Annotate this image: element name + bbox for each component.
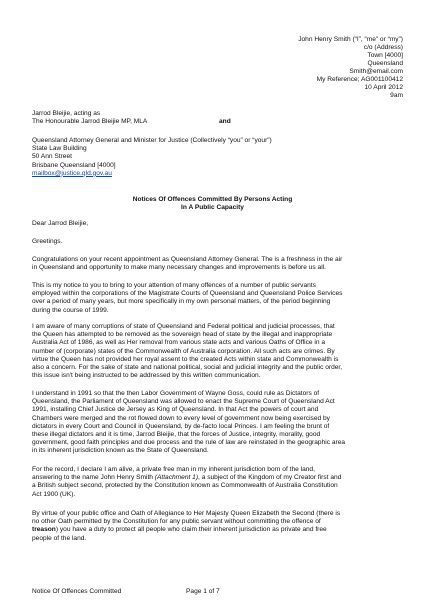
sender-email: Smith@email.com <box>349 68 403 76</box>
paragraph-line: in Queensland and opportunity to make many necessary changes and improvements is before us all. <box>32 264 326 272</box>
and-label: and <box>219 118 231 125</box>
paragraph-line: people of the land. <box>32 534 87 542</box>
paragraph-corruptions <box>32 323 398 380</box>
declaration-text: , a subject of the Kingdom of my Creator first and <box>198 474 342 482</box>
title-line2: In A Public Capacity <box>181 204 244 212</box>
oath-text: ) you have a duty to protect all people who claim their inherent jurisdiction as private and free <box>55 526 327 534</box>
paragraph-line: the Queen has attempted to be removed as the sovereign head of state by the illegal and inappropriate <box>32 331 333 339</box>
recipient-line4: State Law Building <box>32 145 87 153</box>
sender-address-line1: c/o (Address) <box>363 44 403 52</box>
paragraph-line: these illegal dictators and it is time, Jarrod Bleijie, that the forces of Justice, integrity, morality, good <box>32 431 321 439</box>
paragraph-line <box>32 474 398 482</box>
paragraph-line: I am aware of many corruptions of state of Queensland and Federal political and judicial processes, that <box>32 323 335 330</box>
paragraph-line: Congratulations on your recent appointment as Queensland Attorney General. The is a freshness in the air <box>32 256 343 263</box>
paragraph-line: during the course of 1999. <box>32 306 109 314</box>
recipient-email-link[interactable]: mailbox@justice.qld.gov.au <box>32 169 112 177</box>
paragraph-line: I understand in 1991 so that the then Labor Government of Wayne Goss, could rule as Dictators of <box>32 390 320 397</box>
paragraph-line: Australia Act of 1986, as well as Her removal from various state acts and various Oaths of Office in a <box>32 339 326 347</box>
sender-date: 10 April 2012 <box>364 84 403 92</box>
paragraph-declaration <box>32 466 398 499</box>
footer-document-name: Notice Of Offences Committed <box>32 588 122 595</box>
paragraph-line: dictators in every Court and Council in Queensland, by de-facto local Princes. I am feeling the brunt of <box>32 422 330 430</box>
recipient-line6: Brisbane Queensland [4000] <box>32 161 116 169</box>
salutation: Dear Jarrod Bleijie, <box>32 220 89 227</box>
paragraph-line: a British subject second, protected by the Constitution known as Commonwealth of Australia Constitution <box>32 482 338 490</box>
sender-state: Queensland <box>367 60 403 68</box>
paragraph-line: employed within the corporations of the Magistrate Courts of Queensland and Queensland Police Services <box>32 290 343 298</box>
paragraph-line: in its inherent jurisdiction known as the State of Queensland. <box>32 447 209 455</box>
paragraph-line: government, good faith principles and due process and the rule of law are reinstated in the geographic area <box>32 439 346 447</box>
paragraph-line: Act 1900 (UK). <box>32 490 76 498</box>
attachment-reference: (Attachment 1) <box>154 474 199 482</box>
sender-address-line2: Town [4000] <box>367 52 403 60</box>
paragraph-notice <box>32 282 398 315</box>
greeting: Greetings. <box>32 238 63 245</box>
paragraph-line: Chambers were merged and the rot flowed down to every level of government now being exercised by <box>32 414 330 422</box>
recipient-line5: 50 Ann Street <box>32 153 72 161</box>
declaration-text: answering to the name John Henry Smith <box>32 474 155 482</box>
treason-term: treason <box>32 526 56 534</box>
paragraph-line: also a concern. For the sake of state and national political, social and judicial integrity and the public order, <box>32 364 343 372</box>
paragraph-line <box>32 526 398 534</box>
sender-reference: My Reference; AG001100412 <box>316 76 403 84</box>
paragraph-line: Queensland, the Parliament of Queensland was allowed to enact the Supreme Court of Queensland Act <box>32 398 335 406</box>
paragraph-goss-government <box>32 390 398 456</box>
sender-time: 9am <box>390 92 403 100</box>
paragraph-line: number of (corporate) states of the Commonwealth of Australia corporation. All such acts are crimes. By <box>32 347 335 355</box>
document-title <box>0 196 425 212</box>
recipient-block <box>32 110 147 126</box>
sender-name: John Henry Smith (“I”, “me” or “my”) <box>298 36 403 43</box>
recipient-line2: The Honourable Jarrod Bleijie MP, MLA <box>32 118 148 126</box>
footer-page-number: Page 1 of 7 <box>186 588 220 595</box>
paragraph-line: over a period of many years, but more specifically in my own personal matters, of the period beginning <box>32 298 331 306</box>
title-line1: Notices Of Offences Committed By Persons Acting <box>132 196 293 203</box>
paragraph-line: For the record, I declare I am alive, a private free man in my inherent jurisdiction born of the land, <box>32 466 315 473</box>
sender-block <box>298 36 403 100</box>
paragraph-oath <box>32 510 398 543</box>
paragraph-line: no other Oath permitted by the Constitution for any public servant without committing the offence of <box>32 518 321 526</box>
paragraph-line: By virtue of your public office and Oath of Allegiance to Her Majesty Queen Elizabeth the Second (there is <box>32 510 341 517</box>
paragraph-line: 1991, installing Chief Justice de Jersey as King of Queensland. In that Act the powers of court and <box>32 406 319 414</box>
paragraph-congratulations <box>32 256 398 272</box>
recipient-address <box>32 137 272 178</box>
paragraph-line: virtue the Queen has not provided her royal assent to the created Acts within state and Commonwealth is <box>32 355 339 363</box>
recipient-line3: Queensland Attorney General and Minister for Justice (Collectively “you” or “your”) <box>32 137 272 144</box>
paragraph-line: this issue isn't being instructed to be addressed by this written communication. <box>32 372 261 380</box>
recipient-line1: Jarrod Bleijie, acting as <box>32 110 101 117</box>
paragraph-line: This is my notice to you to bring to your attention of many offences of a number of public servants <box>32 282 316 289</box>
